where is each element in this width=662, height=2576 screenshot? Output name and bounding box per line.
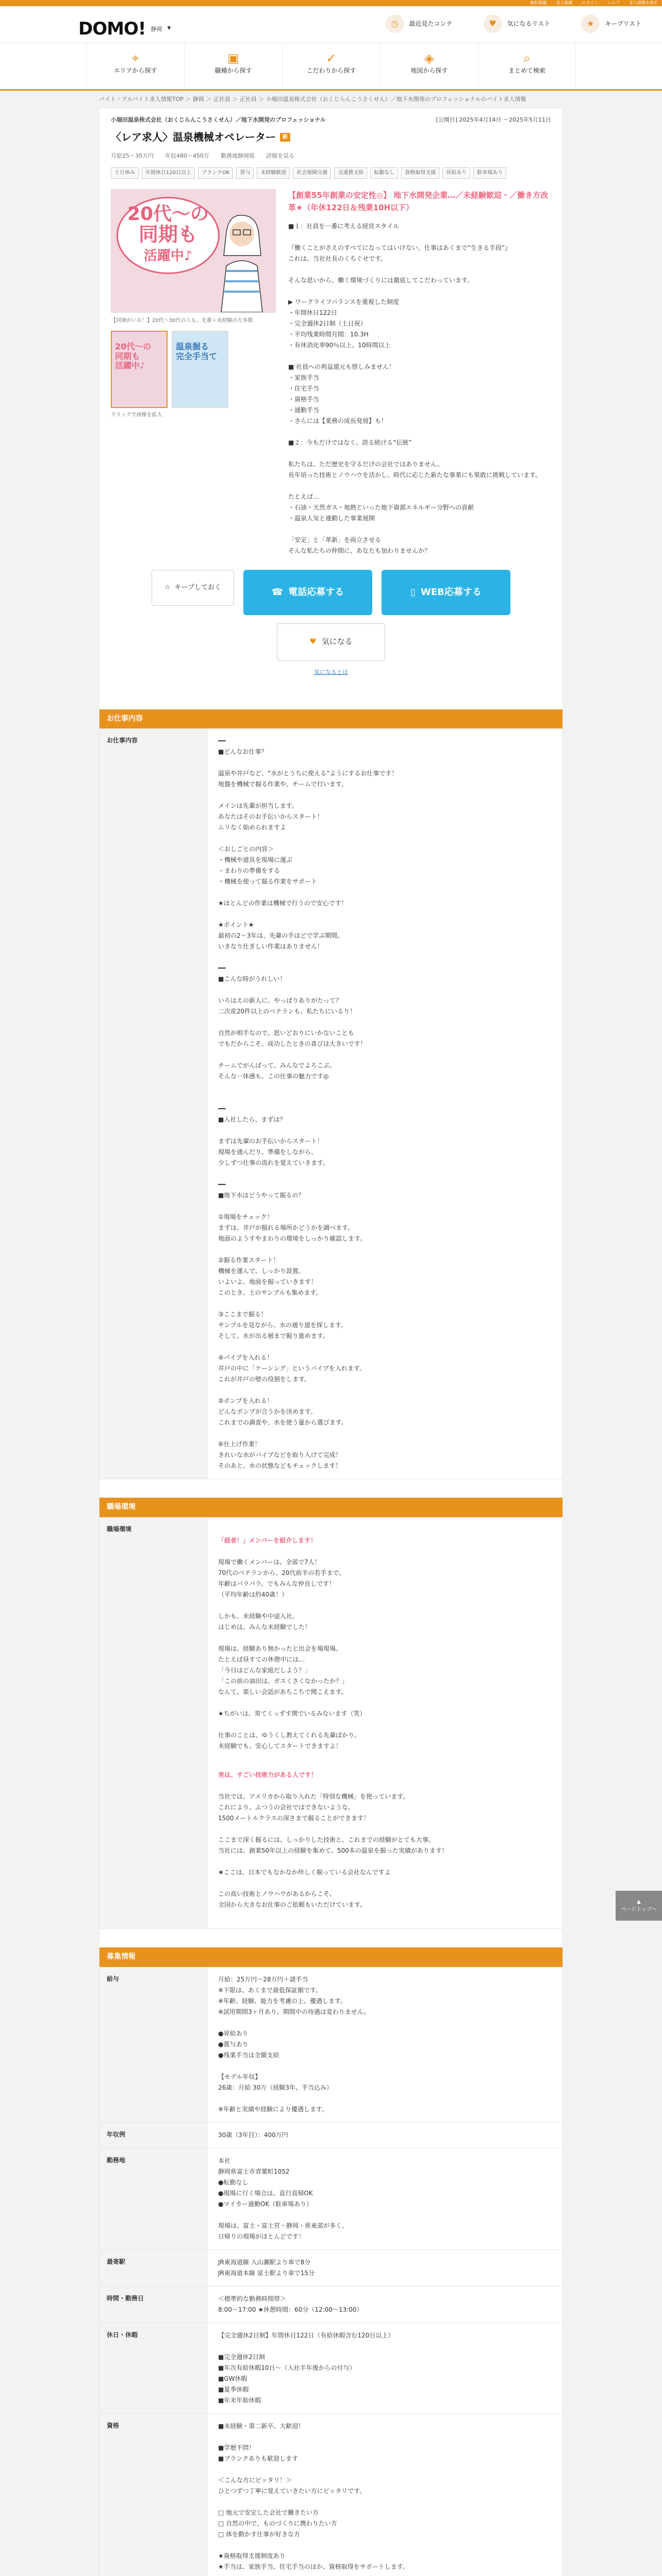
main-photo[interactable] [111, 189, 276, 313]
section-work [100, 709, 562, 1480]
cat-area[interactable] [86, 43, 184, 89]
tel-apply-button[interactable] [243, 570, 372, 615]
feature-tag: 交通費支給 [334, 167, 367, 179]
top-link[interactable]: 求人掲載 [556, 1, 573, 5]
row-value: 30歳（3年目）：400万円 [208, 2122, 562, 2148]
nav-keep[interactable] [581, 14, 641, 33]
row-value: 本社 静岡県富士市青葉町1052 ●転勤なし ●現場に行く場合は、直行直帰OK ●マイカー通勤OK（駐車場あり） 現場は、富士・富士宮・静岡・県東部が多く、 日帰りの現場がほとんどです！ [208, 2148, 562, 2249]
photo-headline-1: 20代〜の [127, 203, 209, 225]
web-apply-label: WEB応募する [421, 586, 482, 598]
table-row [100, 2413, 562, 2576]
meta-salary: 月給25〜30万円 [111, 152, 154, 160]
row-label: お仕事内容 [100, 728, 208, 1479]
cat-kodawari-label: こだわりから探す [306, 67, 356, 74]
feature-tag: 転勤なし [370, 167, 398, 179]
env-table [100, 1517, 562, 1929]
row-value: ━━ ■どんなお仕事？ 温泉や井戸など、“水がとうちに使える”ようにするお仕事です！ 地盤を機械で掘る作業や、チームで行います。 メインは先輩が担当します。 あなたはそのお手伝いからスタート！ ムリなく始められますよ ＜おしごとの内容＞ ・機械や道具を現場に運ぶ ・まわりの準備をする ・機械を使って掘る作業をサポート ★ほとんどの作業は機械で行うので安心です！ ★ポイント★ 最初の2〜3年は、先輩の手ほどで学ぶ期間。 いきなり仕ぎしい作業はありません！ ━━ ■こんな時がうれしい！ いろはえの新人に、やっぱりありがたって？ 二次産20件以上のベテランも、私たちにいるり！ 自然が相手なので、思いどおりにいかないことも でもだからこそ、成功したときの喜びは大きいです！ チームでがんばって、みんなでよろこぶ。 そんな一体感も、この仕事の魅力です◎ ━━ ■入社したら、まずは？ まずは先輩のお手伝いからスタート！ 現場を通んだり、準備をしながら、 少しずつ仕事の流れを覚えていきます。 ━━ ■地下水はどうやって掘るの？ ①現場をチェック！ まずは、井戸が掘れる場所かどうかを調べます。 地面のようすやまわりの環境をしっかり確認します。 ②掘る作業スタート！ 機械を運んで、しっかり設置。 いよいよ、地面を掘っていきます！ このとき、土のサンプルも集めます。 ③ここまで掘る！ サンプルを見ながら、水の通り道を探します。 そして、水が出る層まで掘り進めます。 ④パイプを入れる！ 井戸の中に「ケーシング」というパイプを入れます。 これが井戸の壁の役割をします。 ⑤ポンプを入れる！ どんなポンプが合うかを決めます。 これまでの調査や、水を使う量から選びます。 ⑥仕上げ作業！ きれいな水がパイプなどを取り入けて完成！ そのあと、水の状態などもチェックします！ [208, 728, 562, 1479]
table-row [100, 1967, 562, 2123]
feature-tag: ブランクOK [198, 167, 233, 179]
feature-tag: 駐車場あり [473, 167, 506, 179]
row-label: 年収例 [100, 2122, 208, 2148]
breadcrumb[interactable] [99, 95, 563, 104]
map-icon: ◈ [424, 51, 434, 65]
favorite-button[interactable] [277, 623, 385, 660]
web-apply-button[interactable] [382, 570, 510, 615]
intro-text: ■１：社員を一番に考える経営スタイル 『働くことがさえのすべてになってはいけない。仕事はあくまで“生きる手段”』 これは、当社社長のくちぐせです。 そんな思いから、働く環境づくりには徹底してこだわっています。 ▶ ワークライフバランスを重視した制度 ・年間休日122日 ・完全週休2日制（土日祝） ・平均残業時間月間：10.3H ・有休消化率90％以上、10時間以上 ■ 社員への利益還元も惜しみません！ ・家族手当 ・住宅手当 ・資格手当 ・通勤手当 ・さらには【業務の成長発展】も！ ■２：今もだけではなく、誇る続ける“伝統” 私たちは、ただ歴史を守るだけの会社ではありません。 長年培った技術とノウハウを活かし、時代に応じた新たな事業にも果敢に挑戦しています。 たとえば… ・石油・天然ガス・地熱といった地下資源エネルギー分野への貢献 ・温泉人気と連動した事業展開 「安定」と「革新」を両立させる そんな私たちの仲間に、あなたも加わりませんか？ [288, 222, 542, 554]
company-name: 小堀田温泉株式会社（おくじらんこうさくせん）／地下水開発のプロフェッショナル [111, 116, 326, 124]
table-row [100, 2286, 562, 2323]
section-env-heading: 職場環境 [100, 1498, 562, 1517]
thumbnail-2-text: 温泉掘る 完全手当て [176, 342, 218, 361]
feature-tag: 年間休日120日以上 [142, 167, 195, 179]
top-link[interactable]: ヘルプ [607, 1, 620, 5]
job-header [100, 108, 562, 179]
cat-job-label: 職種から探す [214, 67, 252, 74]
table-row [100, 728, 562, 1479]
thumbnail-note: クリックで画像を拡大 [111, 412, 162, 418]
table-row [100, 1517, 562, 1929]
category-nav [0, 43, 662, 91]
section-recruit-heading: 募集情報 [100, 1947, 562, 1967]
row-value: ＜標準的な勤務時間帯＞ 8:00〜17:00 ★休憩時間：60分（12:00〜13:00） [208, 2286, 562, 2323]
row-value: 月給：25万円〜28万円＋諸手当 ※下限は、あくまで最低保証額です。 ※年齢、経験、能力を考慮の上、優遇します。 ※試用期間3ヶ月あり。期間中の待遇は変わりません。 ●昇給あり ●賞与あり ●残業手当は全額支給 【モデル年収】 26歳：月給 30万（経験3年、手当込み） ※年齢と実績や経験により優遇します。 [208, 1967, 562, 2123]
table-row [100, 2122, 562, 2148]
photo-column [111, 189, 276, 556]
row-value: JR東海道線 入山瀬駅より車で8分 JR東海道本線 富士駅より車で15分 [208, 2249, 562, 2286]
tel-apply-label: 電話応募する [288, 586, 344, 598]
publish-dates: [公開日] 2025年4月14日 〜2025年5月11日 [436, 116, 551, 124]
row-label: 最寄駅 [100, 2249, 208, 2286]
top-link[interactable]: 無料掲載 [530, 1, 547, 5]
phone-icon: ☎ [271, 586, 284, 598]
env-text-2: 当社では、アメリカから取り入れた「特別な機械」を使っています。 これにより、ふつうの会社ではできないような、 1500メートルクラスの深さまで掘ることができます！ ここまで深く掘るには、しっかりした技術と、これまでの経験がとても大事。 当社には、創業50年以上の経験を集めて、500本の温泉を掘った実績があります！ ★ここは、日本でもなかなか珍しく掘っている会社なんですよ この高い技術とノウハウがあるからこそ、 全国から大きなお仕事のご依頼もいただけています。 [218, 1793, 448, 1909]
photo-headline-2: 同期も [138, 223, 197, 246]
briefcase-icon: ▣ [227, 51, 239, 65]
cat-area-label: エリアから探す [113, 67, 157, 74]
job-title: 〈レア求人〉温泉機械オペレーター [111, 131, 276, 144]
keep-button[interactable] [152, 570, 234, 606]
area-label: 静岡 [151, 25, 162, 32]
section-work-heading: お仕事内容 [100, 709, 562, 729]
job-meta [111, 151, 551, 160]
header-nav [386, 14, 641, 33]
recruit-table [100, 1967, 562, 2576]
feature-tag: 資格取得支援 [401, 167, 439, 179]
apply-actions [100, 556, 562, 615]
logo-text: DOMO! [78, 19, 146, 39]
row-label: 職場環境 [100, 1517, 208, 1929]
cat-map[interactable] [380, 43, 478, 89]
breadcrumb-text[interactable]: バイト・アルバイト求人情報TOP ＞ 静岡 ＞ 正社員 ＞ 正社員 ＞ 小堀田温泉株式会社（おくじらんこうさくせん）／地下水開発のプロフェッショナルのバイト求人情報 [99, 96, 526, 103]
row-value: 【完全週休2日制】年間休日122日（有給休暇含む120日以上） ■完全週休2日制 ■年次有給休暇10日〜（入社半年後からの付与） ■GW休暇 ■夏季休暇 ■年末年始休暇 [208, 2323, 562, 2413]
chevron-up-icon: ▲ [637, 1899, 641, 1905]
meta-location: 勤務地静岡県 [221, 152, 255, 160]
env-text: 現場で働くメンバーは、全部で7人！ 70代のベテランから、20代前半の若手まで、 年齢はバラバラ。でもみんな仲良しです！ （平均年齢は約40歳！） しかも、未経験や中途入社。 はじめは、みんな未経験でした！ 現場は、経験あり無かったと出会を場現場。 たとえば昼すての休憩中には… 「今日はどんな家庭だしよう？」 「この前の油田は、ガスくさくなかったか？」 なんて、楽しい会話があちこちで聞こえます。 ★ちがいは、常てくっずす関でいるみないます（笑） 仕事のことは、ゆうくし教えてくれる先輩ばかり。 未経験でも、安心してスタートできますよ！ [218, 1558, 366, 1750]
row-value: ■未経験・第二新卒、大歓迎！ ■学歴不問！ ■ブランクありも歓迎します ＜こんな方にピッタリ！＞ ひとつずつ丁寧に覚えていきたい方にピッタリです。 □ 地元で安定した会社で働きたい方 □ 自然の中で、ものづくりに携わりたい方 □ 体を動かす仕事が好きな方 ★資格取得支援制度あり ★手当は、家族手当、住宅手当のほか、資格取得をサポートします。 [208, 2413, 562, 2576]
nav-favorites-label: 気になるリスト [507, 20, 551, 27]
job-detail [99, 108, 563, 2576]
cat-search-label: まとめて検索 [508, 67, 545, 74]
cat-search[interactable] [478, 43, 576, 89]
top-links [530, 0, 658, 6]
section-recruit [100, 1947, 562, 2576]
star-icon: ☆ [164, 583, 171, 591]
nav-keep-label: キープリスト [605, 20, 641, 27]
new-badge: 新 [280, 133, 290, 142]
row-label: 勤務地 [100, 2148, 208, 2249]
search-icon: ⌕ [523, 51, 531, 65]
feature-tags [111, 167, 551, 179]
page-top-button[interactable] [616, 1891, 662, 1921]
feature-tag: 土日休み [111, 167, 139, 179]
heart-icon: ♥ [484, 14, 502, 33]
top-link[interactable]: ログイン [582, 1, 598, 5]
favorite-help-link[interactable]: 気になるとは [314, 668, 348, 675]
thumbnail-1-text: 20代〜の 同期も 活躍中♪ [115, 342, 152, 370]
cat-map-label: 地図から探す [410, 67, 448, 74]
table-row [100, 2148, 562, 2249]
feature-tag: 昇給あり [442, 167, 470, 179]
smartphone-icon: ▯ [410, 586, 416, 598]
section-env [100, 1498, 562, 1929]
keep-label: キープしておく [174, 583, 221, 591]
photo-headline-3: 活躍中♪ [143, 248, 193, 264]
row-label: 時間・勤務日 [100, 2286, 208, 2323]
nav-favorites[interactable] [484, 14, 551, 33]
favorite-label: 気になる [321, 637, 353, 647]
row-value-env [208, 1517, 562, 1929]
feature-tag: 社会保険完備 [293, 167, 331, 179]
job-title-row [111, 129, 551, 145]
table-row [100, 2249, 562, 2286]
catch-copy: 【創業55年創業の安定性◎】 地下水開発企業…／未経験歓迎・／働き方改革★（年休122日＆残業10H以下） [288, 190, 549, 212]
env-lead: 「経者！」メンバーを紹介します！ [218, 1537, 317, 1545]
heart-icon: ♥ [309, 637, 317, 647]
page-top-label: ページトップへ [621, 1907, 657, 1912]
feature-tag: 未経験歓迎 [257, 167, 290, 179]
nav-recent-label: 最近見たコンテ [409, 20, 453, 27]
work-table [100, 728, 562, 1479]
job-body [100, 179, 562, 556]
cat-kodawari[interactable] [282, 43, 380, 89]
check-icon: ✓ [326, 51, 337, 65]
meta-annual: 年収480〜450万 [165, 152, 209, 160]
env-lead-2: 実は、すごい技術力がある人です！ [218, 1771, 318, 1779]
photo-caption: 【同期がいる！】20代〜30代の人も。先輩＋未経験の方多数 [111, 317, 253, 324]
top-link[interactable]: 求人情報を探す [629, 1, 658, 5]
star-icon: ★ [581, 14, 600, 33]
site-logo[interactable] [78, 15, 171, 43]
thumbnail-1[interactable] [111, 331, 168, 408]
feature-tag: 賞与 [236, 167, 254, 179]
photo-bubble [117, 197, 220, 274]
chevron-down-icon: ▼ [167, 26, 171, 31]
photo-thumbnails [111, 331, 276, 408]
row-label: 給与 [100, 1967, 208, 2123]
person-illustration [213, 209, 270, 312]
clock-icon: ◷ [386, 14, 404, 33]
nav-recent[interactable] [386, 14, 453, 33]
cat-job[interactable] [184, 43, 282, 89]
row-label: 資格 [100, 2413, 208, 2576]
intro-column [288, 189, 551, 556]
row-label: 休日・休暇 [100, 2323, 208, 2413]
table-row [100, 2323, 562, 2413]
thumbnail-2[interactable] [172, 331, 228, 408]
meta-detail[interactable]: 詳細を見る [266, 152, 294, 160]
pin-icon: ⌖ [131, 51, 139, 65]
site-header [0, 6, 662, 43]
top-strip [0, 0, 662, 6]
